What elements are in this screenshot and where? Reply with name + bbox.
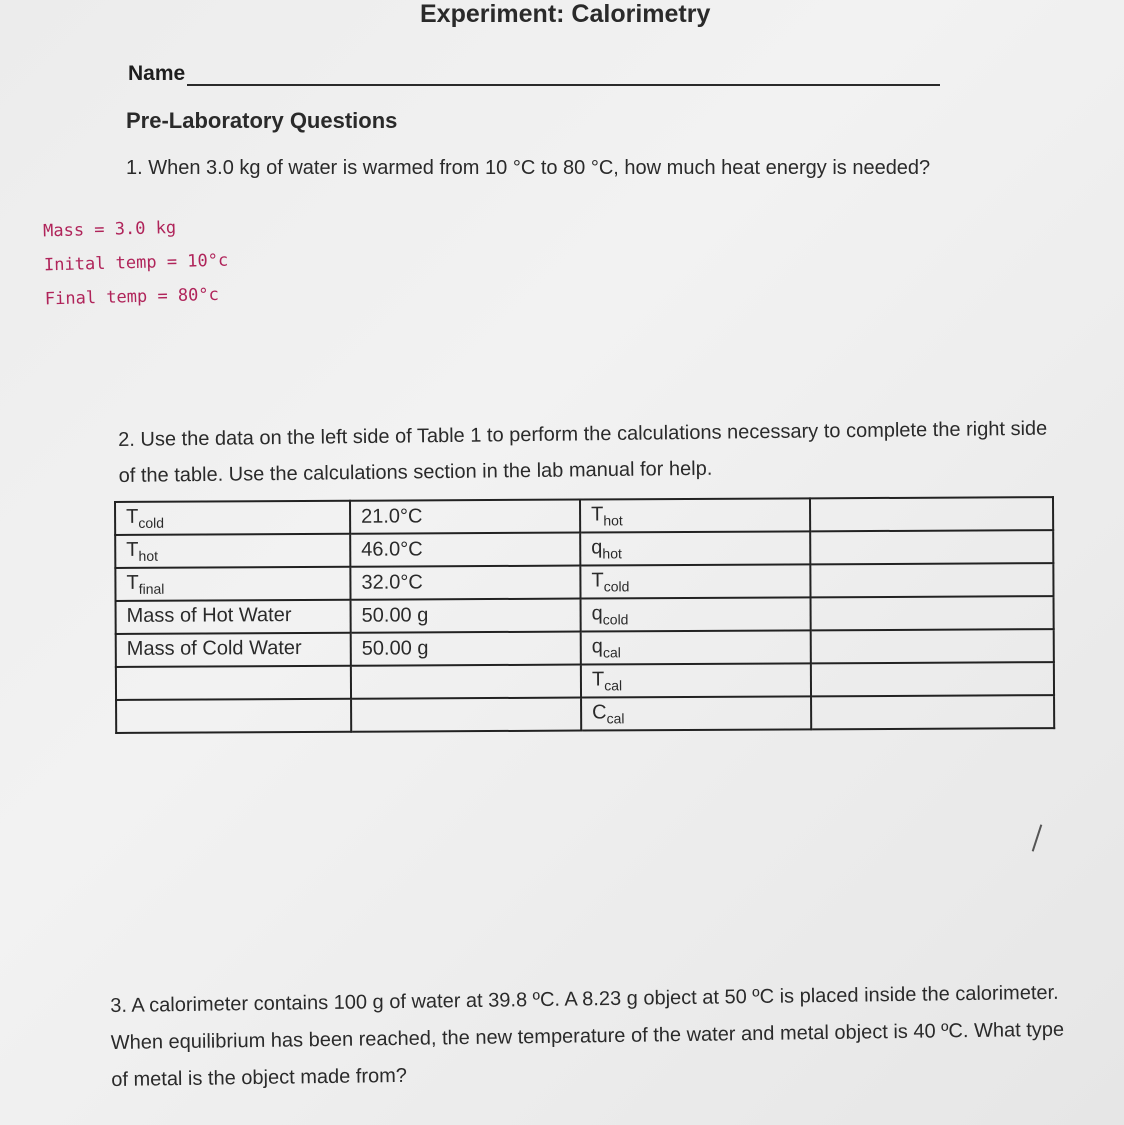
handwritten-mass: Mass = 3.0 kg [42, 217, 177, 242]
cell-given-label [115, 567, 350, 601]
cell-subscript: cal [606, 710, 625, 727]
cell-subscript: cold [603, 578, 630, 595]
cell-text: Mass of Cold Water [126, 637, 302, 660]
handwritten-notes [43, 210, 230, 317]
cell-given-label [116, 633, 351, 667]
question-1: 1. When 3.0 kg of water is warmed from 10 °C to 80 °C, how much heat energy is needed? [126, 157, 931, 179]
cell-text: T [591, 569, 604, 592]
cell-text: T [591, 503, 604, 526]
cell-given-value [351, 665, 581, 699]
cell-calc-label [581, 597, 811, 631]
section-heading: Pre-Laboratory Questions [126, 108, 398, 133]
table-row [115, 530, 1053, 568]
page-title: Experiment: Calorimetry [420, 0, 711, 28]
cell-subscript: hot [602, 545, 622, 562]
cell-given-value [351, 632, 581, 666]
cell-given-label [116, 699, 351, 733]
table-row [115, 497, 1053, 535]
table-row [116, 662, 1054, 700]
cell-calc-label [581, 663, 811, 697]
cell-calc-value [811, 695, 1054, 729]
cell-text: C [592, 701, 607, 724]
cell-given-label [115, 534, 350, 568]
cell-text: q [591, 635, 603, 658]
cell-subscript: cal [604, 677, 623, 694]
cell-calc-label [581, 696, 811, 730]
cell-subscript: hot [603, 512, 623, 529]
cell-calc-value [811, 662, 1054, 696]
cell-text: 46.0°C [361, 538, 423, 561]
cell-given-value [350, 566, 580, 600]
table-row [116, 695, 1054, 733]
data-table [114, 496, 1055, 734]
pen-mark [1032, 824, 1043, 851]
name-field-row [128, 62, 940, 86]
cell-calc-value [811, 629, 1054, 663]
cell-text: 50.00 g [361, 637, 429, 660]
cell-given-label [116, 600, 351, 634]
cell-text: 50.00 g [361, 604, 429, 627]
handwritten-initial-temp: Inital temp = 10°c [43, 250, 229, 276]
question-3: 3. A calorimeter contains 100 g of water at 39.8 ºC. A 8.23 g object at 50 ºC is placed inside the calorimeter. When equilibrium has been reached, the new temperature of the water and metal object is 40 ºC. What type of metal is the object made from? [110, 981, 1065, 1091]
cell-text: 32.0°C [361, 571, 423, 594]
cell-text: q [591, 536, 603, 559]
cell-given-label [116, 666, 351, 700]
cell-calc-value [810, 563, 1053, 597]
cell-given-value [350, 533, 580, 567]
cell-calc-label [581, 630, 811, 664]
cell-text: T [591, 668, 605, 691]
cell-subscript: final [138, 580, 165, 597]
cell-text: T [126, 571, 139, 594]
cell-given-value [351, 599, 581, 633]
cell-subscript: cold [138, 514, 165, 531]
cell-text: 21.0°C [361, 505, 423, 528]
question-2: 2. Use the data on the left side of Table 1 to perform the calculations necessary to complete the right side of the table. Use the calculations section in the lab manual for help. [118, 417, 1048, 487]
name-label: Name [128, 62, 186, 85]
cell-calc-label [580, 498, 810, 532]
cell-text: T [126, 505, 139, 528]
table-row [116, 629, 1054, 667]
cell-given-label [115, 501, 350, 535]
cell-text: Mass of Hot Water [126, 604, 292, 627]
cell-subscript: cal [602, 644, 621, 661]
cell-text: q [591, 602, 603, 625]
handwritten-final-temp: Final temp = 80°c [44, 284, 220, 310]
cell-calc-value [810, 530, 1053, 564]
cell-calc-label [580, 564, 810, 598]
cell-given-value [351, 698, 581, 732]
table-row [116, 596, 1054, 634]
cell-calc-value [810, 497, 1053, 531]
cell-subscript: cold [602, 611, 629, 628]
table-row [115, 563, 1053, 601]
cell-calc-value [811, 596, 1054, 630]
name-blank-line[interactable] [187, 66, 940, 86]
cell-calc-label [580, 531, 810, 565]
cell-subscript: hot [138, 547, 159, 564]
cell-given-value [350, 500, 580, 534]
cell-text: T [126, 538, 139, 561]
